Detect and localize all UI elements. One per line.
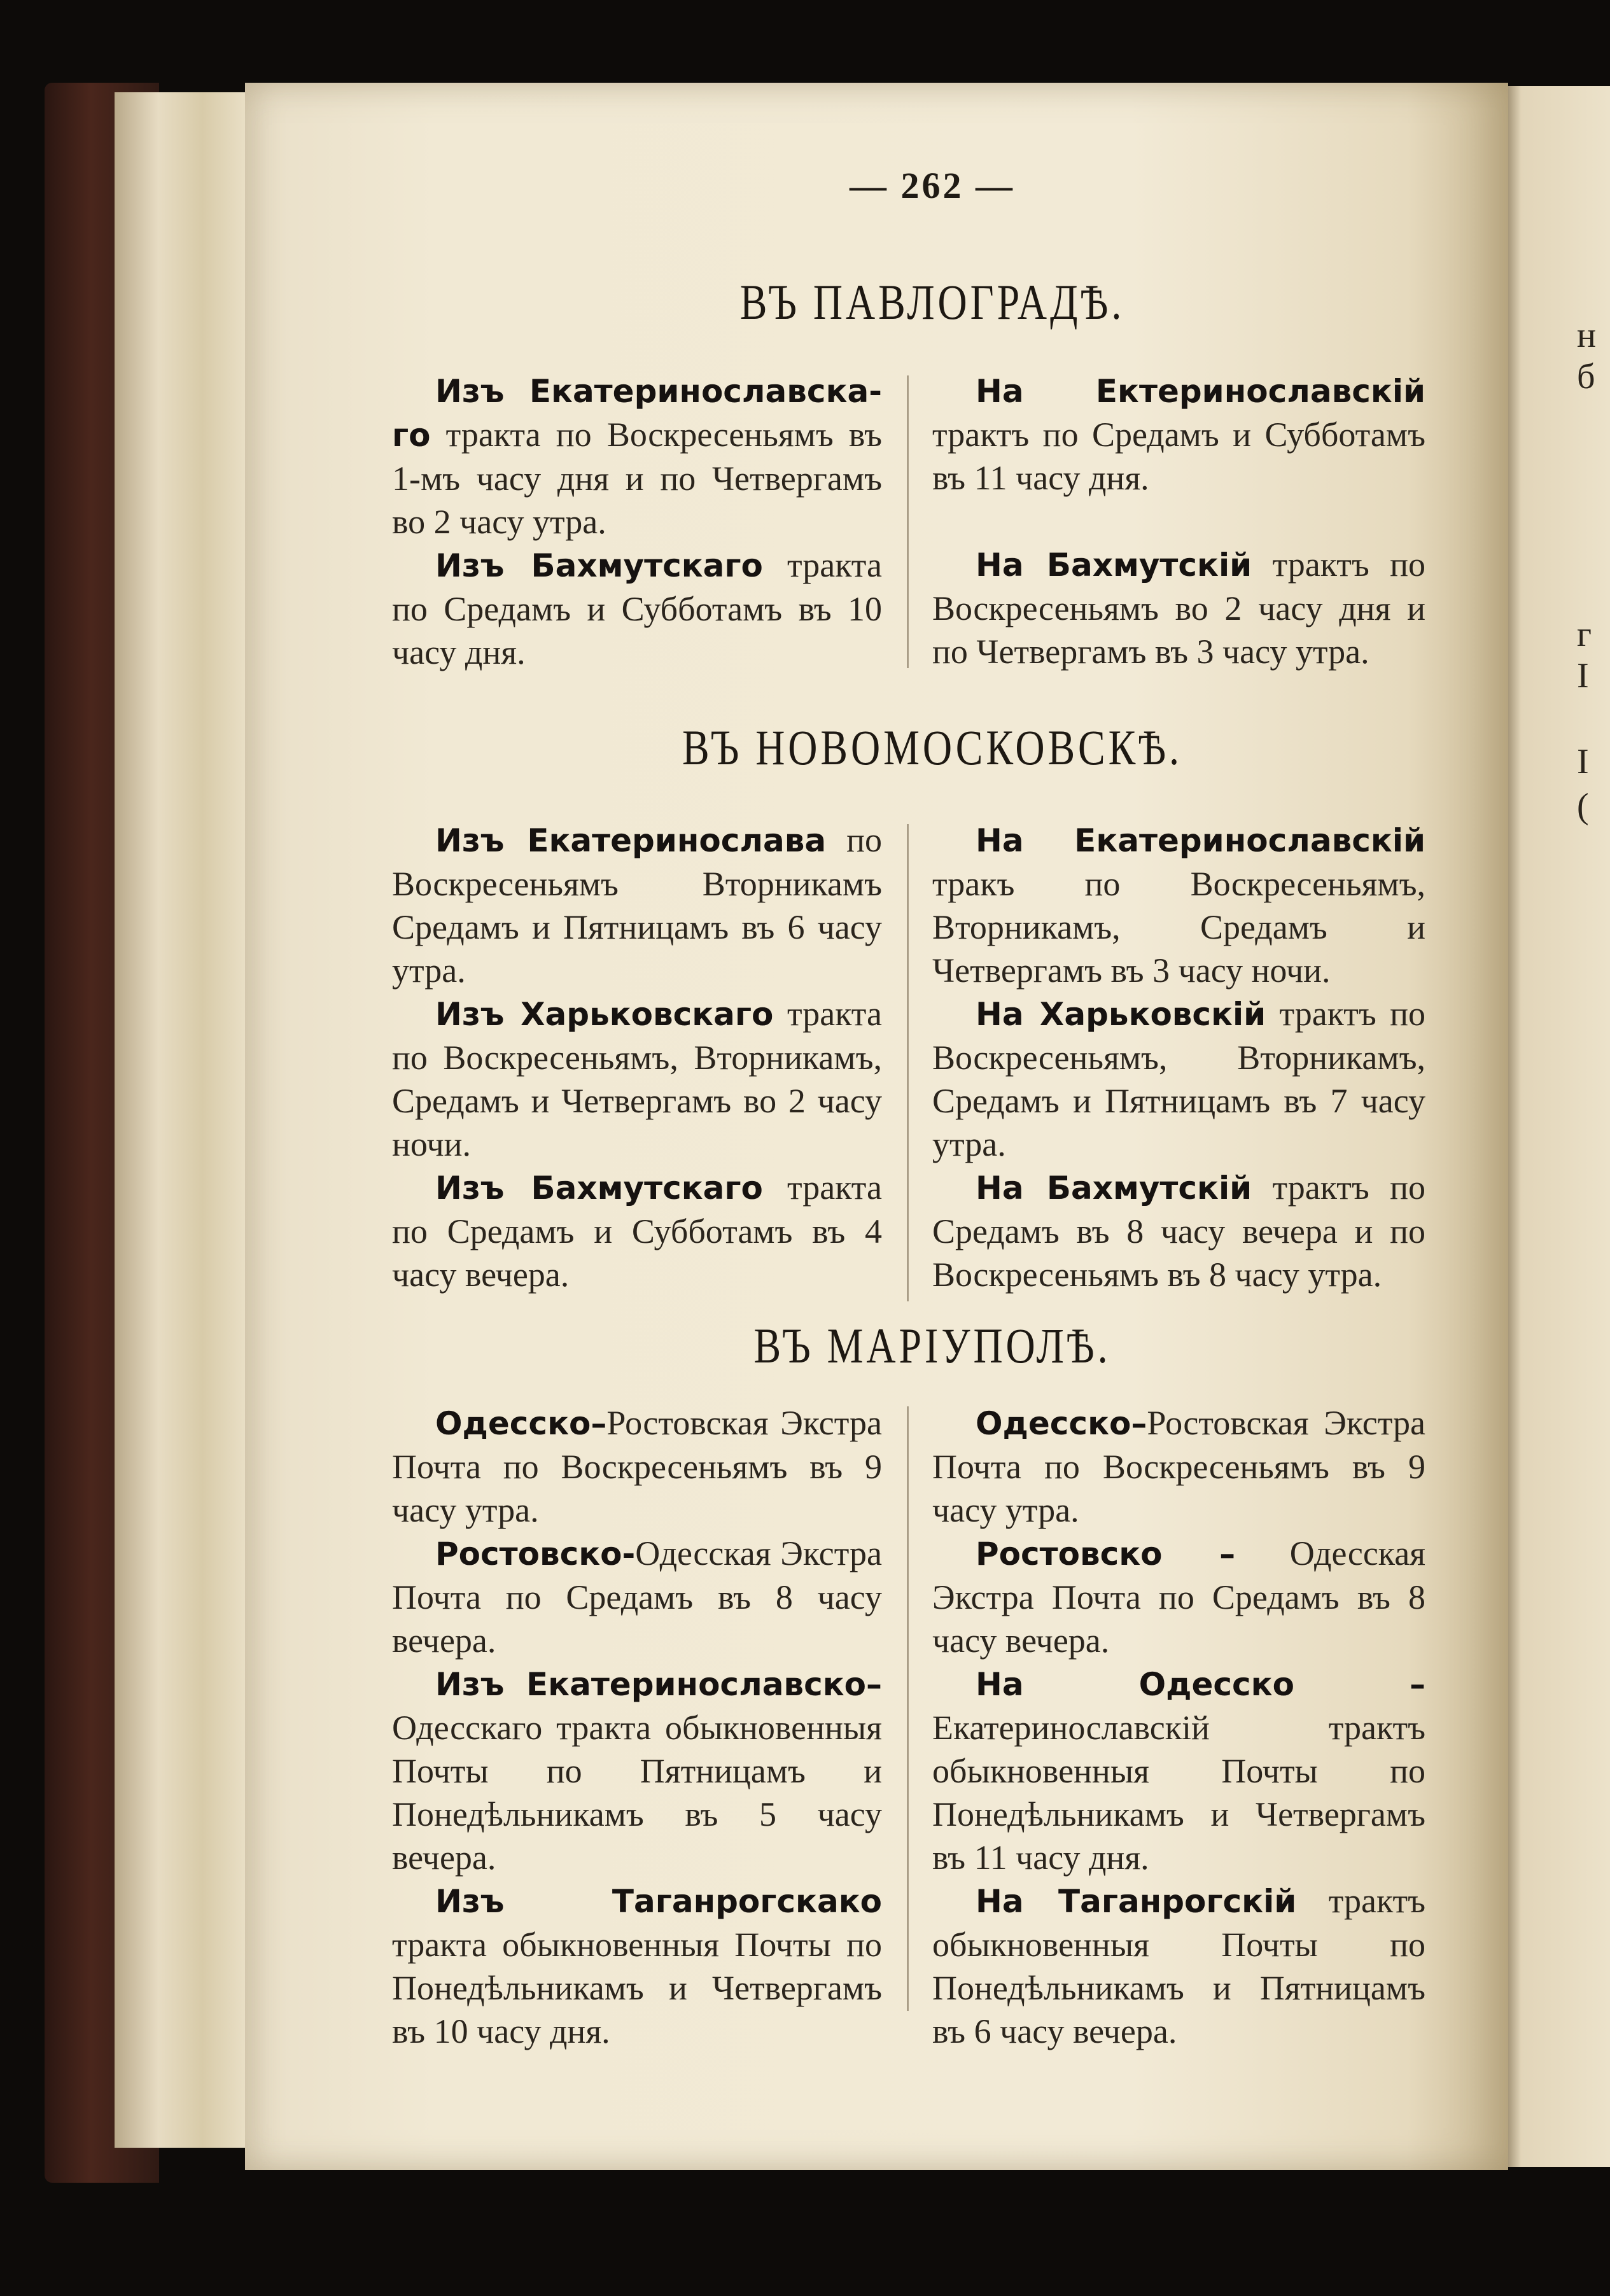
schedule-entry: Изъ Бахмутскаго тракта по Средамъ и Субботамъ въ 10 часу дня. [392, 546, 882, 671]
schedule-entry: Ростовско – Одесская Экстра Почта по Средамъ въ 8 часу вечера. [932, 1534, 1426, 1660]
schedule-entry: Изъ Харьковскаго тракта по Воскресеньямъ, Вторникамъ, Средамъ и Четвергамъ во 2 часу ночи. [392, 995, 882, 1163]
section-right-column [932, 369, 1425, 673]
section-left-column [392, 369, 882, 674]
schedule-entry: Изъ Таганрогскако тракта обыкновенныя Почты по Понедѣльникамъ и Четвергамъ въ 10 часу дня. [392, 1883, 882, 2050]
schedule-entry: На Харьковскій трактъ по Воскресеньямъ, Вторникамъ, Средамъ и Пятницамъ въ 7 часу утра. [932, 995, 1425, 1163]
facing-fragment: I [1577, 742, 1589, 781]
schedule-entry: На Таганрогскій трактъ обыкновенныя Почты по Понедѣльникамъ и Пятницамъ въ 6 часу вечера. [932, 1882, 1425, 2050]
section-title: ВЪ ПАВЛОГРАДѢ. [739, 274, 1125, 330]
schedule-entry: Изъ Екатеринослава по Воскресеньямъ Вторникамъ Средамъ и Пятницамъ въ 6 часу утра. [392, 821, 882, 990]
facing-page [1502, 86, 1610, 2167]
schedule-entry: Одесско–Ростовская Экстра Почта по Воскресеньямъ въ 9 часу утра. [932, 1404, 1425, 1529]
facing-fragment: ( [1577, 787, 1589, 826]
schedule-entry: На Одесско – Екатеринославскій трактъ обыкновенныя Почты по Понедѣльникамъ и Четвергамъ въ 11 часу дня. [932, 1666, 1425, 1877]
facing-fragment: б [1577, 357, 1595, 396]
schedule-entry: Изъ Екатеринославско–Одесскаго тракта обыкновенныя Почты по Пятницамъ и Понедѣльникамъ въ 5 часу вечера. [392, 1666, 882, 1877]
schedule-entry: На Бахмутскій трактъ по Средамъ въ 8 часу вечера и по Воскресеньямъ въ 8 часу утра. [932, 1168, 1425, 1294]
section-right-column [932, 1401, 1425, 2053]
schedule-entry: Изъ Бахмутскаго тракта по Средамъ и Субботамъ въ 4 часу вечера. [392, 1168, 882, 1294]
section-left-column [392, 1401, 882, 2053]
facing-fragment: н [1577, 316, 1596, 355]
schedule-entry: На Бахмутскій трактъ по Воскресеньямъ во 2 часу дня и по Четвергамъ въ 3 часу утра. [932, 545, 1425, 671]
column-divider [907, 1406, 909, 2011]
facing-fragment: г [1577, 615, 1592, 654]
schedule-entry: Одесско–Ростовская Экстра Почта по Воскресеньямъ въ 9 часу утра. [392, 1404, 882, 1529]
section-title: ВЪ МАРІУПОЛѢ. [753, 1318, 1111, 1373]
section-title: ВЪ НОВОМОСКОВСКѢ. [682, 720, 1182, 775]
schedule-entry: На Екатеринославскій тракъ по Воскресеньямъ, Вторникамъ, Средамъ и Четвергамъ въ 3 часу ночи. [932, 822, 1425, 990]
column-divider [907, 824, 909, 1301]
schedule-entry: Изъ Екатеринославска-го тракта по Воскресеньямъ въ 1-мъ часу дня и по Четвергамъ во 2 часу утра. [392, 373, 882, 541]
schedule-entry: Ростовско-Одесская Экстра Почта по Средамъ въ 8 часу вечера. [392, 1534, 882, 1660]
section-right-column [932, 818, 1425, 1296]
column-divider [907, 375, 909, 668]
facing-fragment: I [1577, 656, 1589, 696]
page-number: — 262 — [850, 165, 1015, 206]
schedule-entry: На Ектеринославскій трактъ по Средамъ и Субботамъ въ 11 часу дня. [932, 373, 1425, 497]
section-left-column [392, 818, 882, 1296]
page-edges [115, 92, 261, 2148]
